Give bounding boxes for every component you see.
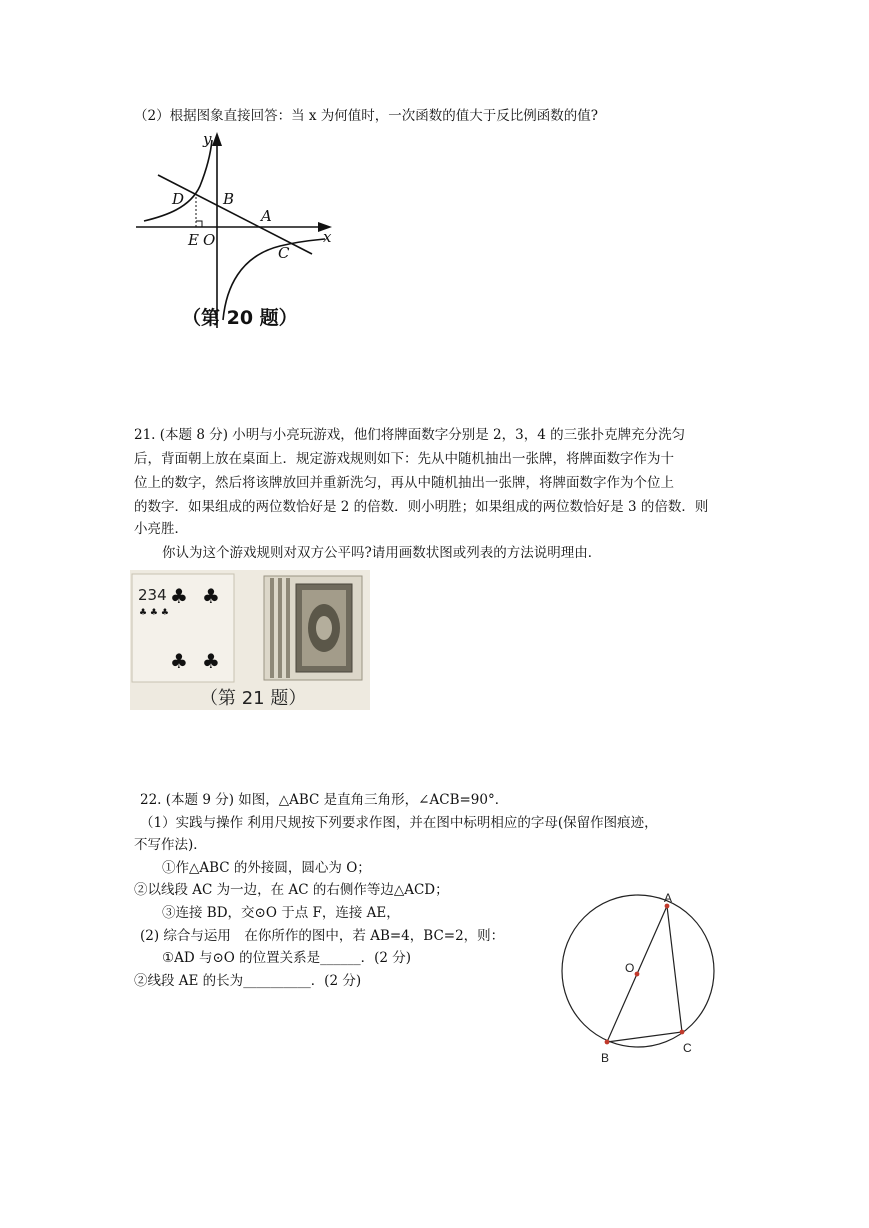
label-c: C <box>278 244 290 262</box>
linear-function-line <box>158 175 312 254</box>
q20-figure-caption: （第 20 题） <box>182 307 298 329</box>
label-a: A <box>261 207 272 225</box>
label-point-c: C <box>683 1041 692 1055</box>
svg-text:♣: ♣ <box>202 649 220 673</box>
q21-line-5: 小亮胜． <box>134 521 188 537</box>
face-down-card-stack <box>264 576 362 680</box>
triangle-abc <box>607 906 682 1042</box>
q22-sub2-blank: __________ <box>243 973 311 989</box>
q21-line-1: 21. (本题 8 分) 小明与小亮玩游戏，他们将牌面数字分别是 2，3，4 的三张扑克牌充分洗匀 <box>134 427 686 443</box>
y-axis-arrow <box>212 132 222 146</box>
card-numbers: 234 <box>138 586 167 604</box>
q21-line-4: 的数字．如果组成的两位数恰好是 2 的倍数．则小明胜；如果组成的两位数恰好是 3 的倍数．则 <box>134 499 709 515</box>
q20-part2-text: （2）根据图象直接回答：当 x 为何值时，一次函数的值大于反比例函数的值? <box>134 108 599 124</box>
triangle-points <box>605 904 685 1045</box>
label-d: D <box>172 190 185 208</box>
hyperbola-branch-upper-left <box>144 140 212 221</box>
q22-sub-question-1 <box>162 948 411 968</box>
q22-sub2-prefix: ②线段 AE 的长为 <box>134 973 244 989</box>
q22-sub1-prefix: ①AD 与⊙O 的位置关系是 <box>162 950 321 966</box>
svg-text:♣: ♣ <box>170 649 188 673</box>
label-b: B <box>223 190 235 208</box>
label-y: y <box>203 130 212 148</box>
q22-line-1: 22. (本题 9 分) 如图，△ABC 是直角三角形，∠ACB=90°． <box>140 792 509 808</box>
q22-item-3: ③连接 BD，交⊙O 于点 F，连接 AE， <box>162 905 400 921</box>
q22-sub1-blank: ______ <box>320 950 361 966</box>
q22-circle-figure <box>550 885 730 1070</box>
svg-text:♣: ♣ <box>202 584 220 608</box>
q22-sub2-suffix: ．(2 分) <box>310 973 362 989</box>
svg-text:♣ ♣ ♣: ♣ ♣ ♣ <box>139 608 169 618</box>
q22-sub-question-2 <box>134 971 361 991</box>
label-point-a: A <box>664 891 673 905</box>
q22-item-1: ①作△ABC 的外接圆，圆心为 O； <box>162 860 371 876</box>
q21-cards-figure <box>130 570 370 710</box>
q22-item-2: ②以线段 AC 为一边，在 AC 的右侧作等边△ACD； <box>134 882 449 898</box>
label-o: O <box>203 231 216 249</box>
q21-line-6: 你认为这个游戏规则对双方公平吗?请用画数状图或列表的方法说明理由． <box>162 545 602 561</box>
q21-line-2: 后，背面朝上放在桌面上．规定游戏规则如下：先从中随机抽出一张牌，将牌面数字作为十 <box>134 451 674 467</box>
q21-line-3: 位上的数字，然后将该牌放回并重新洗匀，再从中随机抽出一张牌，将牌面数字作为个位上 <box>134 475 674 491</box>
label-point-o: O <box>625 961 635 975</box>
label-e: E <box>188 231 199 249</box>
q22-sub1-suffix: ．(2 分) <box>360 950 412 966</box>
label-x: x <box>323 228 332 246</box>
right-angle-mark <box>196 221 202 227</box>
q22-part-2: (2) 综合与运用 在你所作的图中，若 AB=4，BC=2，则： <box>140 928 505 944</box>
q20-graph-figure <box>130 128 345 343</box>
svg-text:♣: ♣ <box>170 584 188 608</box>
q22-line-2: （1）实践与操作 利用尺规按下列要求作图，并在图中标明相应的字母(保留作图痕迹， <box>140 815 658 831</box>
q21-figure-caption: （第 21 题） <box>200 688 307 709</box>
q22-line-3: 不写作法)． <box>134 837 207 853</box>
label-point-b: B <box>601 1051 610 1065</box>
